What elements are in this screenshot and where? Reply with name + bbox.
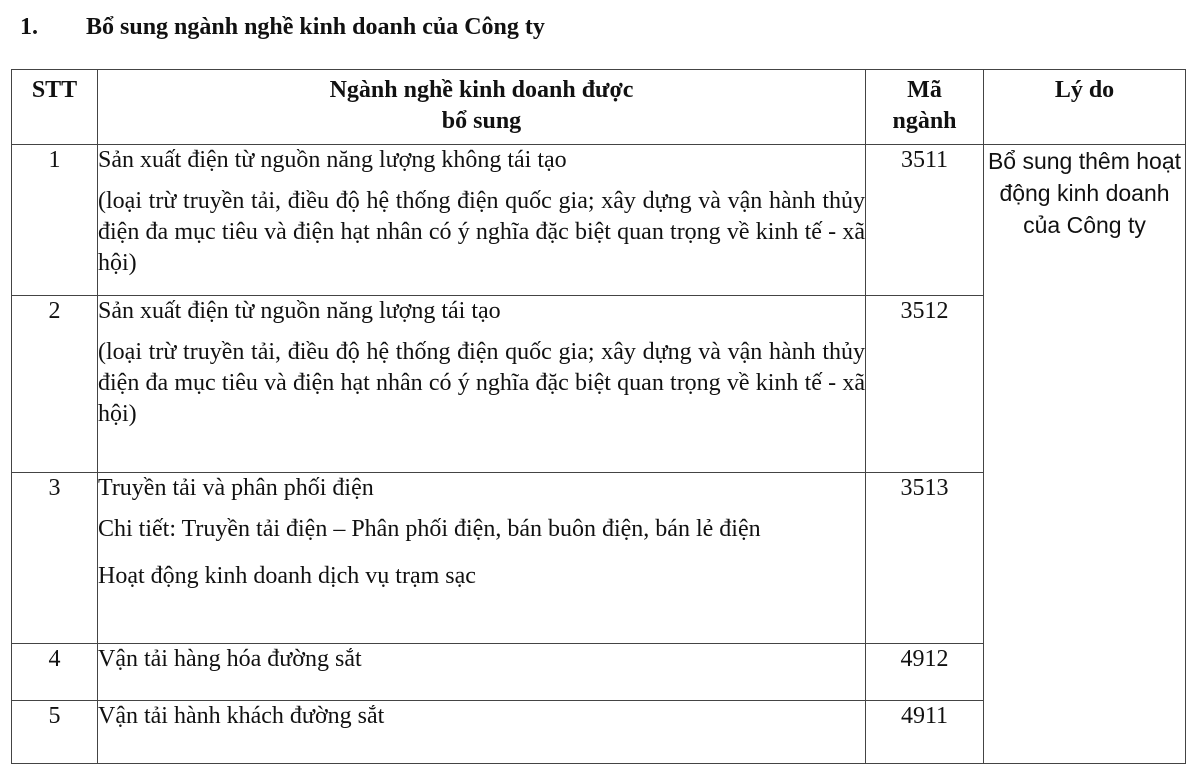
business-line-name: Vận tải hành khách đường sắt [98,703,385,729]
header-business-line-line2: bổ sung [441,108,522,134]
header-code-line1: Mã [907,77,942,103]
header-code-line2: ngành [892,108,957,134]
row-stt: 4 [12,644,98,701]
business-line-name: Sản xuất điện từ nguồn năng lượng không tái tạo [98,147,567,173]
business-lines-table [11,69,1186,764]
business-line-name: Vận tải hàng hóa đường sắt [98,646,362,672]
header-stt: STT [12,70,98,145]
row-code: 3513 [866,473,984,644]
business-line-detail: (loại trừ truyền tải, điều độ hệ thống điện quốc gia; xây dựng và vận hành thủy điện đa mục tiêu và điện hạt nhân có ý nghĩa đặc biệt quan trọng về kinh tế - xã hội) [98,339,865,427]
business-line-name: Sản xuất điện từ nguồn năng lượng tái tạo [98,298,501,324]
business-line-detail: Chi tiết: Truyền tải điện – Phân phối điện, bán buôn điện, bán lẻ điện [98,516,761,542]
row-stt: 3 [12,473,98,644]
business-line-detail: (loại trừ truyền tải, điều độ hệ thống điện quốc gia; xây dựng và vận hành thủy điện đa mục tiêu và điện hạt nhân có ý nghĩa đặc biệt quan trọng về kinh tế - xã hội) [98,188,865,276]
row-stt: 2 [12,296,98,473]
header-code [866,70,984,145]
row-code: 4911 [866,701,984,764]
section-number: 1. [20,14,38,40]
row-business-line [98,644,866,701]
table-header-row [12,70,1186,145]
table-row [12,145,1186,296]
row-business-line [98,473,866,644]
row-business-line [98,296,866,473]
row-code: 3512 [866,296,984,473]
row-stt: 1 [12,145,98,296]
section-title: Bổ sung ngành nghề kinh doanh của Công ty [86,14,545,40]
row-stt: 5 [12,701,98,764]
business-line-name: Truyền tải và phân phối điện [98,475,374,501]
row-code: 3511 [866,145,984,296]
section-heading [20,14,545,41]
row-business-line [98,701,866,764]
business-line-detail: Hoạt động kinh doanh dịch vụ trạm sạc [98,563,476,589]
header-business-line [98,70,866,145]
row-code: 4912 [866,644,984,701]
row-business-line [98,145,866,296]
reason-cell: Bổ sung thêm hoạt động kinh doanh của Công ty [984,145,1186,764]
header-reason: Lý do [984,70,1186,145]
header-business-line-line1: Ngành nghề kinh doanh được [329,77,634,103]
